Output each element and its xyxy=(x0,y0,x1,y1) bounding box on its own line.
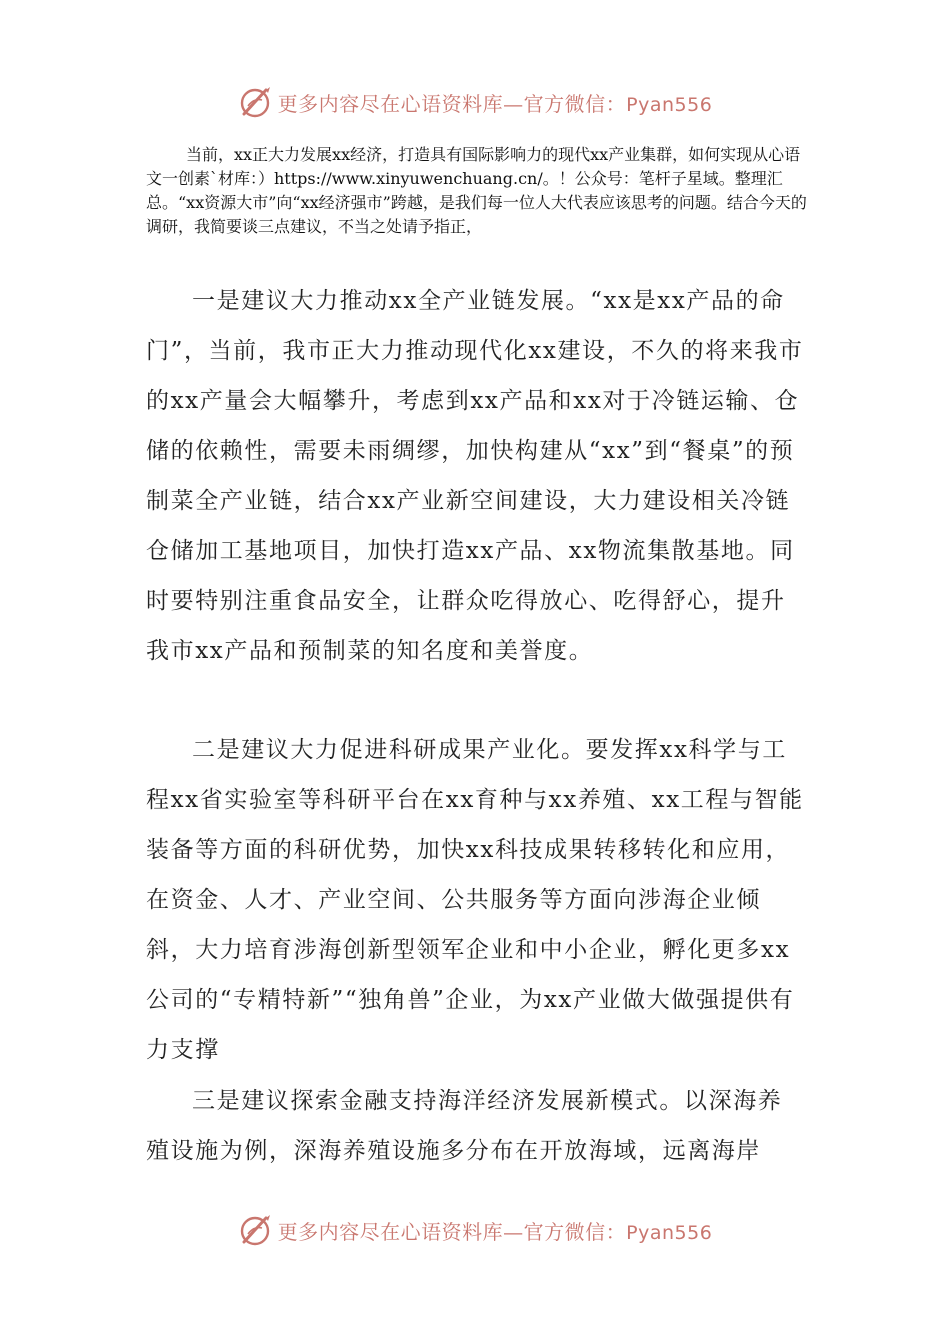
paragraph-3: 三是建议探索金融支持海洋经济发展新模式。以深海养殖设施为例，深海养殖设施多分布在开放海域，远离海岸 xyxy=(146,1088,783,1164)
paragraph-2: 二是建议大力促进科研成果产业化。要发挥xx科学与工程xx省实验室等科研平台在xx育种与xx养殖、xx工程与智能装备等方面的科研优势，加快xx科技成果转移转化和应用，在资金、人才、产业空间、公共服务等方面向涉海企业倾斜，大力培育涉海创新型领军企业和中小企业，孵化更多xx公司的“专精特新”“独角兽”企业，为xx产业做大做强提供有力支撑 xyxy=(146,737,804,1063)
footer-banner xyxy=(0,1210,950,1250)
paragraph-1: 一是建议大力推动xx全产业链发展。“xx是xx产品的命门”，当前，我市正大力推动现代化xx建设，不久的将来我市的xx产量会大幅攀升，考虑到xx产品和xx对于冷链运输、仓储的依赖性，需要未雨绸缪，加快构建从“xx”到“餐桌”的预制菜全产业链，结合xx产业新空间建设，大力建设相关冷链仓储加工基地项目，加快打造xx产品、xx物流集散基地。同时要特别注重食品安全，让群众吃得放心、吃得舒心，提升我市xx产品和预制菜的知名度和美誉度。 xyxy=(146,288,804,664)
header-banner xyxy=(0,82,950,122)
pen-logo-icon xyxy=(238,84,274,120)
intro-paragraph: 当前，xx正大力发展xx经济，打造具有国际影响力的现代xx产业集群，如何实现从心语文一创素`材库：）https://www.xinyuwenchuang.cn/。！公众号：笔杆子星域。整理汇总。“xx资源大市”向“xx经济强市”跨越，是我们每一位人大代表应该思考的问题。结合今天的调研，我简要谈三点建议，不当之处请予指正， xyxy=(146,145,807,236)
pen-logo-icon xyxy=(238,1212,274,1248)
banner-text: 更多内容尽在心语资料库—官方微信： xyxy=(277,91,627,116)
wechat-id: Pyan556 xyxy=(626,1221,713,1244)
wechat-id: Pyan556 xyxy=(626,93,713,116)
banner-text: 更多内容尽在心语资料库—官方微信： xyxy=(277,1219,627,1244)
